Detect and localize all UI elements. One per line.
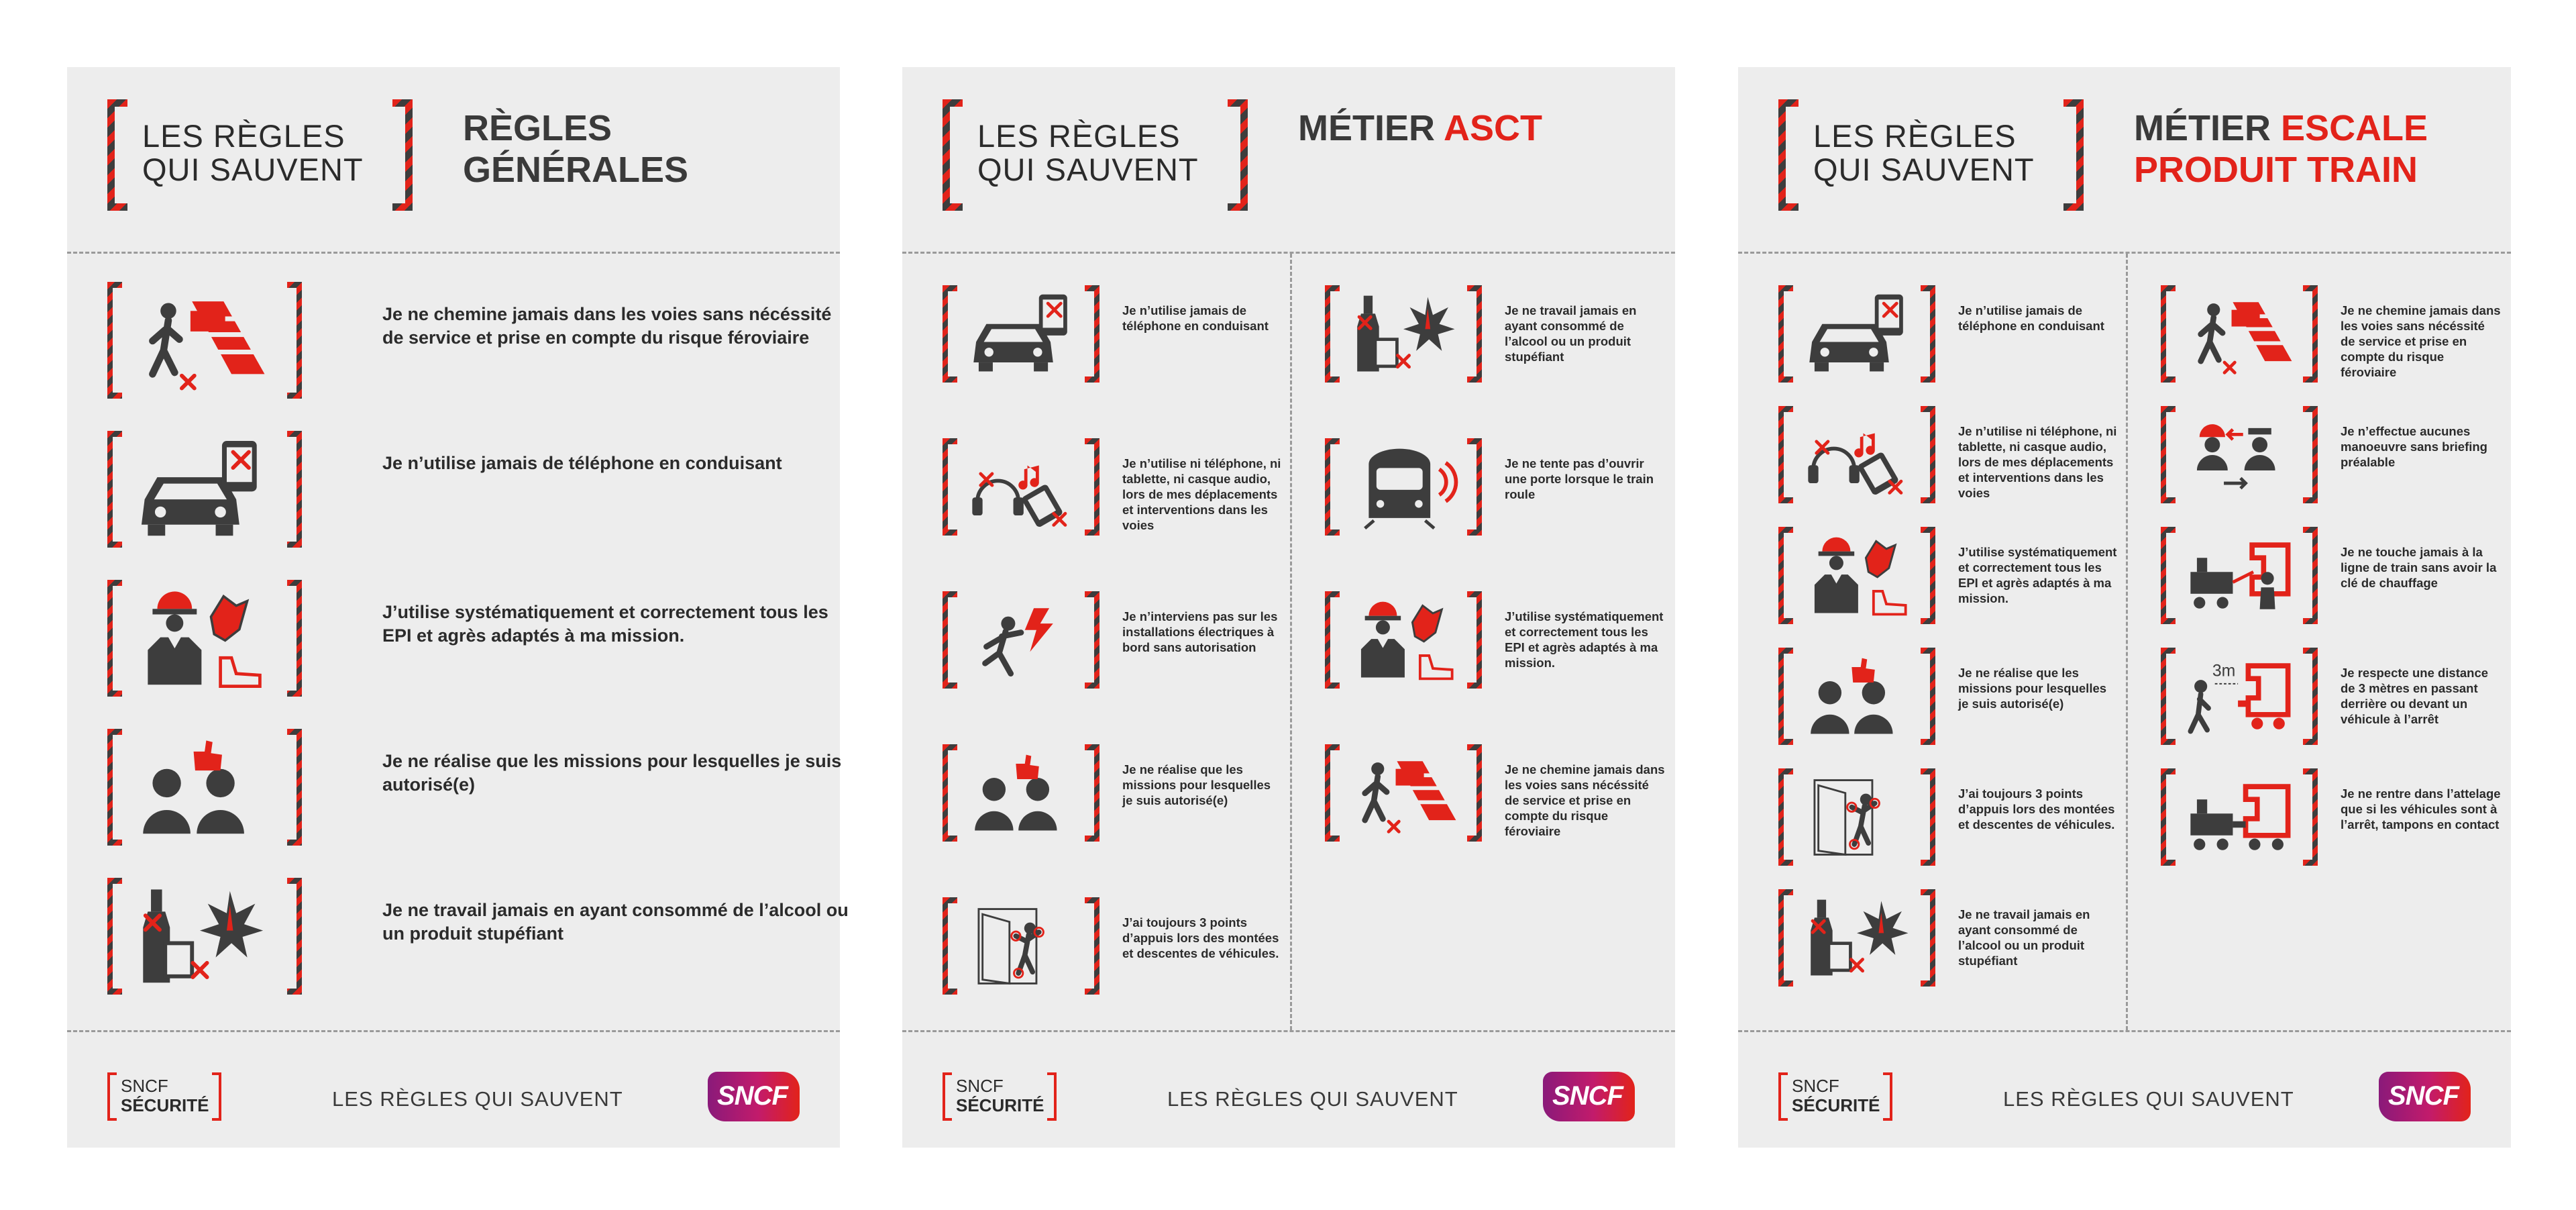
rule-text: Je n’utilise jamais de téléphone en conduisant	[1958, 303, 2104, 333]
rule-icon-frame	[1325, 744, 1482, 842]
logo-text: LES RÈGLES QUI SAUVENT	[1813, 118, 2035, 187]
distance-3m-icon	[2180, 653, 2299, 740]
rule-text: Je ne travail jamais en ayant consommé de l’alcool ou un produit stupéfiant	[382, 900, 849, 944]
rule-text: Je ne réalise que les missions pour lesquelles je suis autorisé(e)	[1122, 762, 1271, 807]
ppe-equipment-icon	[1344, 597, 1463, 684]
headphones-phone-icon	[961, 444, 1081, 531]
authorized-people-icon	[961, 750, 1081, 837]
sncf-securite-logo	[943, 1072, 1057, 1121]
rules-logo	[1778, 99, 2084, 211]
electric-shock-icon	[961, 597, 1081, 684]
rule-text: Je ne touche jamais à la ligne de train sans avoir la clé de chauffage	[2341, 545, 2497, 590]
rule-icon-frame	[2161, 648, 2318, 745]
column-divider	[1290, 254, 1292, 1030]
rules-logo	[943, 99, 1248, 211]
footer-divider	[902, 1030, 1675, 1032]
poster-header	[902, 67, 1675, 252]
rule-icon-frame	[107, 282, 302, 399]
logo-text: LES RÈGLES QUI SAUVENT	[142, 118, 364, 187]
rule-text: Je respecte une distance de 3 mètres en passant derrière ou devant un véhicule à l’arrêt	[2341, 666, 2489, 726]
rule-icon-frame	[1325, 591, 1482, 689]
poster-2	[902, 67, 1675, 1148]
rule-text: Je ne travail jamais en ayant consommé de l’alcool ou un produit stupéfiant	[1958, 907, 2090, 968]
title-dark: MÉTIER	[2134, 108, 2271, 148]
rule-text: Je ne chemine jamais dans les voies sans nécéssité de service et prise en compte du risque féroviaire	[382, 304, 832, 348]
rule-icon-frame	[1778, 889, 1935, 987]
poster-footer	[902, 1033, 1675, 1148]
rule-icon-frame	[2161, 285, 2318, 383]
ppe-equipment-icon	[126, 585, 274, 693]
footer-divider	[67, 1030, 840, 1032]
heating-line-icon	[2180, 532, 2299, 619]
sncf-logo	[2379, 1072, 2471, 1121]
rule-icon-frame	[1778, 768, 1935, 866]
phone-car-icon	[961, 291, 1081, 378]
headphones-phone-icon	[1797, 411, 1917, 499]
rule-text: J’ai toujours 3 points d’appuis lors des montées et descentes de véhicules.	[1122, 915, 1279, 960]
header-divider	[1738, 252, 2511, 254]
rule-icon-frame	[943, 591, 1099, 689]
securite-label: SÉCURITÉ	[1792, 1095, 1880, 1115]
rule-icon-frame	[2161, 406, 2318, 503]
rule-text: Je n’utilise ni téléphone, ni tablette, ni casque audio, lors de mes déplacements et interventions dans les voies	[1122, 456, 1281, 532]
header-divider	[67, 252, 840, 254]
poster-header	[1738, 67, 2511, 252]
rule-icon-frame	[943, 285, 1099, 383]
three-points-contact-icon	[1797, 774, 1917, 861]
sncf-securite-logo	[107, 1072, 221, 1121]
svg-text:3m: 3m	[2212, 662, 2236, 680]
rule-icon-frame	[943, 744, 1099, 842]
rule-icon-frame	[943, 897, 1099, 995]
rule-text: Je ne réalise que les missions pour lesquelles je suis autorisé(e)	[382, 751, 842, 795]
sncf-logo	[708, 1072, 800, 1121]
footer-tagline: LES RÈGLES QUI SAUVENT	[2003, 1087, 2294, 1111]
phone-car-icon	[1797, 291, 1917, 378]
phone-car-icon	[126, 436, 274, 544]
securite-label: SÉCURITÉ	[956, 1095, 1044, 1115]
rule-text: Je ne rentre dans l’attelage que si les véhicules sont à l’arrêt, tampons en contact	[2341, 787, 2501, 831]
poster-header	[67, 67, 840, 252]
coupling-icon	[2180, 774, 2299, 861]
poster-title	[463, 107, 785, 191]
track-pedestrian-icon	[1344, 750, 1463, 837]
poster-footer	[1738, 1033, 2511, 1148]
ppe-equipment-icon	[1797, 532, 1917, 619]
rule-text: Je n’interviens pas sur les installations électriques à bord sans autorisation	[1122, 609, 1278, 654]
sncf-securite-logo	[1778, 1072, 1892, 1121]
poster-1	[67, 67, 849, 1148]
rule-text: J’utilise systématiquement et correctement tous les EPI et agrès adaptés à ma mission.	[382, 602, 828, 646]
alcohol-drugs-icon	[1797, 895, 1917, 982]
rule-icon-frame	[1778, 406, 1935, 503]
sncf-logo	[1543, 1072, 1635, 1121]
rule-icon-frame	[943, 438, 1099, 536]
securite-label: SÉCURITÉ	[121, 1095, 209, 1115]
rule-text: Je ne travail jamais en ayant consommé de l’alcool ou un produit stupéfiant	[1505, 303, 1637, 364]
title-red: ASCT	[1444, 108, 1543, 148]
title-dark: MÉTIER	[1298, 108, 1436, 148]
rule-icon-frame	[2161, 768, 2318, 866]
alcohol-drugs-icon	[1344, 291, 1463, 378]
rule-text: Je ne chemine jamais dans les voies sans nécéssité de service et prise en compte du risque féroviaire	[2341, 303, 2501, 379]
authorized-people-icon	[126, 734, 274, 842]
rule-text: Je ne réalise que les missions pour lesquelles je suis autorisé(e)	[1958, 666, 2107, 711]
rule-icon-frame	[107, 431, 302, 548]
briefing-manoeuvre-icon	[2180, 411, 2299, 499]
alcohol-drugs-icon	[126, 883, 274, 991]
rules-logo	[107, 99, 413, 211]
rule-icon-frame	[1325, 285, 1482, 383]
sncf-label: SNCF	[121, 1076, 168, 1096]
rule-text: Je n’utilise ni téléphone, ni tablette, ni casque audio, lors de mes déplacements et interventions dans les voies	[1958, 424, 2117, 500]
rule-text: J’utilise systématiquement et correctement tous les EPI et agrès adaptés à ma mission.	[1505, 609, 1664, 670]
rule-icon-frame	[1778, 527, 1935, 624]
track-pedestrian-icon	[2180, 291, 2299, 378]
sncf-label: SNCF	[1792, 1076, 1839, 1096]
poster-footer	[67, 1033, 840, 1148]
sncf-logo-text: SNCF	[1552, 1081, 1623, 1111]
sncf-logo-text: SNCF	[2388, 1081, 2459, 1111]
authorized-people-icon	[1797, 653, 1917, 740]
rule-icon-frame	[107, 580, 302, 697]
rule-text: J’utilise systématiquement et correctement tous les EPI et agrès adaptés à ma mission.	[1958, 545, 2117, 605]
three-points-contact-icon	[961, 903, 1081, 990]
rule-icon-frame	[107, 729, 302, 846]
footer-divider	[1738, 1030, 2511, 1032]
rule-icon-frame	[1325, 438, 1482, 536]
rule-text: Je n’utilise jamais de téléphone en conduisant	[382, 453, 782, 473]
rule-icon-frame	[2161, 527, 2318, 624]
logo-text: LES RÈGLES QUI SAUVENT	[977, 118, 1199, 187]
header-divider	[902, 252, 1675, 254]
title-red: ESCALE PRODUIT TRAIN	[2134, 108, 2428, 190]
train-door-icon	[1344, 444, 1463, 531]
rule-icon-frame	[1778, 285, 1935, 383]
sncf-label: SNCF	[956, 1076, 1004, 1096]
poster-title	[1298, 107, 1620, 149]
sncf-logo-text: SNCF	[717, 1081, 788, 1111]
title-dark: RÈGLES GÉNÉRALES	[463, 108, 689, 190]
rule-text: Je n’effectue aucunes manoeuvre sans briefing préalable	[2341, 424, 2487, 469]
poster-title	[2134, 107, 2456, 191]
column-divider	[2126, 254, 2128, 1030]
rule-text: Je n’utilise jamais de téléphone en conduisant	[1122, 303, 1269, 333]
rule-icon-frame	[1778, 648, 1935, 745]
rule-text: Je ne chemine jamais dans les voies sans nécéssité de service et prise en compte du risque féroviaire	[1505, 762, 1665, 838]
poster-3	[1738, 67, 2511, 1148]
footer-tagline: LES RÈGLES QUI SAUVENT	[332, 1087, 623, 1111]
rule-text: J’ai toujours 3 points d’appuis lors des montées et descentes de véhicules.	[1958, 787, 2115, 831]
footer-tagline: LES RÈGLES QUI SAUVENT	[1167, 1087, 1458, 1111]
track-pedestrian-icon	[126, 287, 274, 395]
rule-icon-frame	[107, 878, 302, 995]
rule-text: Je ne tente pas d’ouvrir une porte lorsque le train roule	[1505, 456, 1654, 501]
